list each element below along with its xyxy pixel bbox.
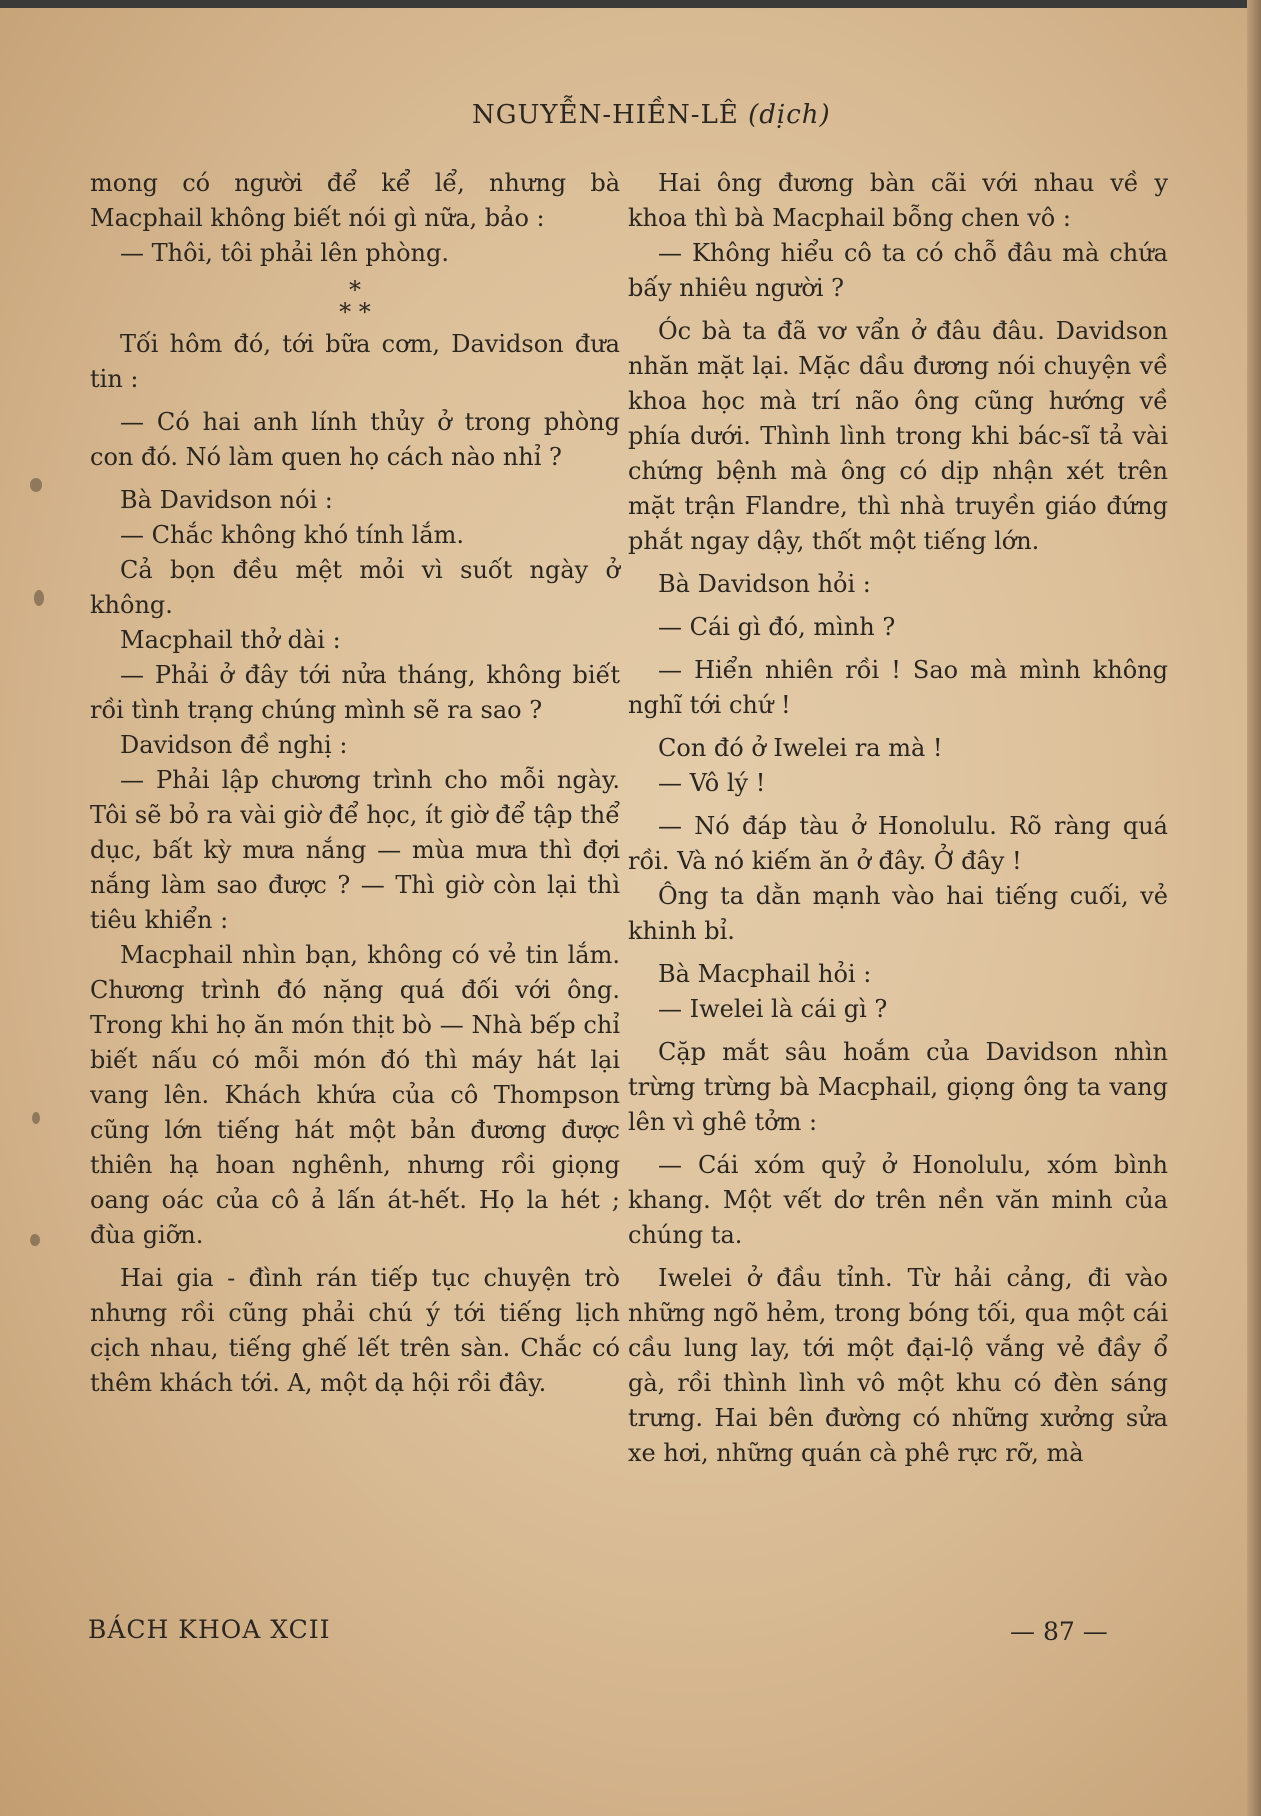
author-name: NGUYỄN-HIỀN-LÊ	[472, 100, 739, 130]
right-edge	[1247, 0, 1261, 1816]
paragraph: Tối hôm đó, tới bữa cơm, Davidson đưa tin :	[90, 330, 620, 393]
ink-spot	[34, 590, 44, 606]
paragraph: Ông ta dằn mạnh vào hai tiếng cuối, vẻ khinh bỉ.	[628, 882, 1168, 945]
paragraph: Cả bọn đều mệt mỏi vì suốt ngày ở không.	[90, 556, 620, 619]
ink-spot	[32, 1112, 40, 1124]
page-header	[472, 100, 892, 130]
paragraph: Iwelei ở đầu tỉnh. Từ hải cảng, đi vào những ngõ hẻm, trong bóng tối, qua một cái cầu lung lay, tới một đại-lộ vắng vẻ đầy ổ gà, rồi thình lình vô một khu có đèn sáng trưng. Hai bên đường có những xưởng sửa xe hơi, những quán cà phê rực rỡ, mà	[628, 1264, 1168, 1467]
paragraph: — Hiển nhiên rồi ! Sao mà mình không nghĩ tới chứ !	[628, 656, 1168, 719]
paragraph: — Cái gì đó, mình ?	[658, 613, 896, 641]
paragraph: — Chắc không khó tính lắm.	[120, 521, 465, 549]
paragraph: Hai gia - đình rán tiếp tục chuyện trò nhưng rồi cũng phải chú ý tới tiếng lịch cịch nhau, tiếng ghế lết trên sàn. Chắc có thêm khách tới. A, một dạ hội rồi đây.	[90, 1264, 620, 1397]
paragraph: Macphail thở dài :	[120, 626, 341, 654]
paragraph: Macphail nhìn bạn, không có vẻ tin lắm. Chương trình đó nặng quá đối với ông. Trong khi họ ăn món thịt bò — Nhà bếp chỉ biết nấu có mỗi món đó thì máy hát lại vang lên. Khách khứa của cô Thompson cũng lớn tiếng hát một bản đương được thiên hạ hoan nghênh, nhưng rồi giọng oang oác của cô ả lấn át-hết. Họ la hét ; đùa giỡn.	[90, 941, 620, 1249]
paragraph: — Thôi, tôi phải lên phòng.	[120, 239, 449, 267]
paragraph: — Có hai anh lính thủy ở trong phòng con đó. Nó làm quen họ cách nào nhỉ ?	[90, 408, 620, 471]
paragraph: Con đó ở Iwelei ra mà !	[658, 734, 943, 762]
paragraph: Cặp mắt sâu hoắm của Davidson nhìn trừng trừng bà Macphail, giọng ông ta vang lên vì ghê tởm :	[628, 1038, 1168, 1136]
paragraph: — Phải lập chương trình cho mỗi ngày. Tôi sẽ bỏ ra vài giờ để học, ít giờ để tập thể dục, bất kỳ mưa nắng — mùa mưa thì đợi nắng làm sao được ? — Thì giờ còn lại thì tiêu khiển :	[90, 766, 620, 934]
magazine-name: BÁCH KHOA XCII	[88, 1615, 331, 1644]
paragraph: — Nó đáp tàu ở Honolulu. Rõ ràng quá rồi. Và nó kiếm ăn ở đây. Ở đây !	[628, 812, 1168, 875]
left-column	[90, 166, 620, 1401]
paragraph: Óc bà ta đã vơ vẩn ở đâu đâu. Davidson nhăn mặt lại. Mặc dầu đương nói chuyện về khoa học mà trí não ông cũng hướng về phía dưới. Thình lình trong khi bác-sĩ tả vài chứng bệnh mà ông có dịp nhận xét trên mặt trận Flandre, thì nhà truyền giáo đứng phắt ngay dậy, thốt một tiếng lớn.	[628, 317, 1168, 555]
paragraph: Bà Macphail hỏi :	[658, 960, 872, 988]
paragraph: — Cái xóm quỷ ở Honolulu, xóm bình khang. Một vết dơ trên nền văn minh của chúng ta.	[628, 1151, 1168, 1249]
paragraph: Hai ông đương bàn cãi với nhau về y khoa thì bà Macphail bỗng chen vô :	[628, 169, 1168, 232]
top-edge	[0, 0, 1261, 8]
paragraph: — Vô lý !	[658, 769, 766, 797]
paragraph: — Iwelei là cái gì ?	[658, 995, 888, 1023]
section-divider: * * *	[339, 276, 371, 326]
paragraph: Davidson đề nghị :	[120, 731, 348, 759]
ink-spot	[30, 1234, 40, 1246]
author-role: (dịch)	[748, 100, 831, 130]
paragraph: — Phải ở đây tới nửa tháng, không biết rồi tình trạng chúng mình sẽ ra sao ?	[90, 661, 620, 724]
ink-spot	[30, 478, 42, 492]
paragraph: Bà Davidson hỏi :	[658, 570, 871, 598]
page-number: — 87 —	[1010, 1617, 1108, 1646]
paragraph: mong có người để kể lể, nhưng bà Macphail không biết nói gì nữa, bảo :	[90, 169, 620, 232]
right-column	[628, 166, 1168, 1471]
paragraph: Bà Davidson nói :	[120, 486, 333, 514]
paragraph: — Không hiểu cô ta có chỗ đâu mà chứa bấy nhiêu người ?	[628, 239, 1168, 302]
